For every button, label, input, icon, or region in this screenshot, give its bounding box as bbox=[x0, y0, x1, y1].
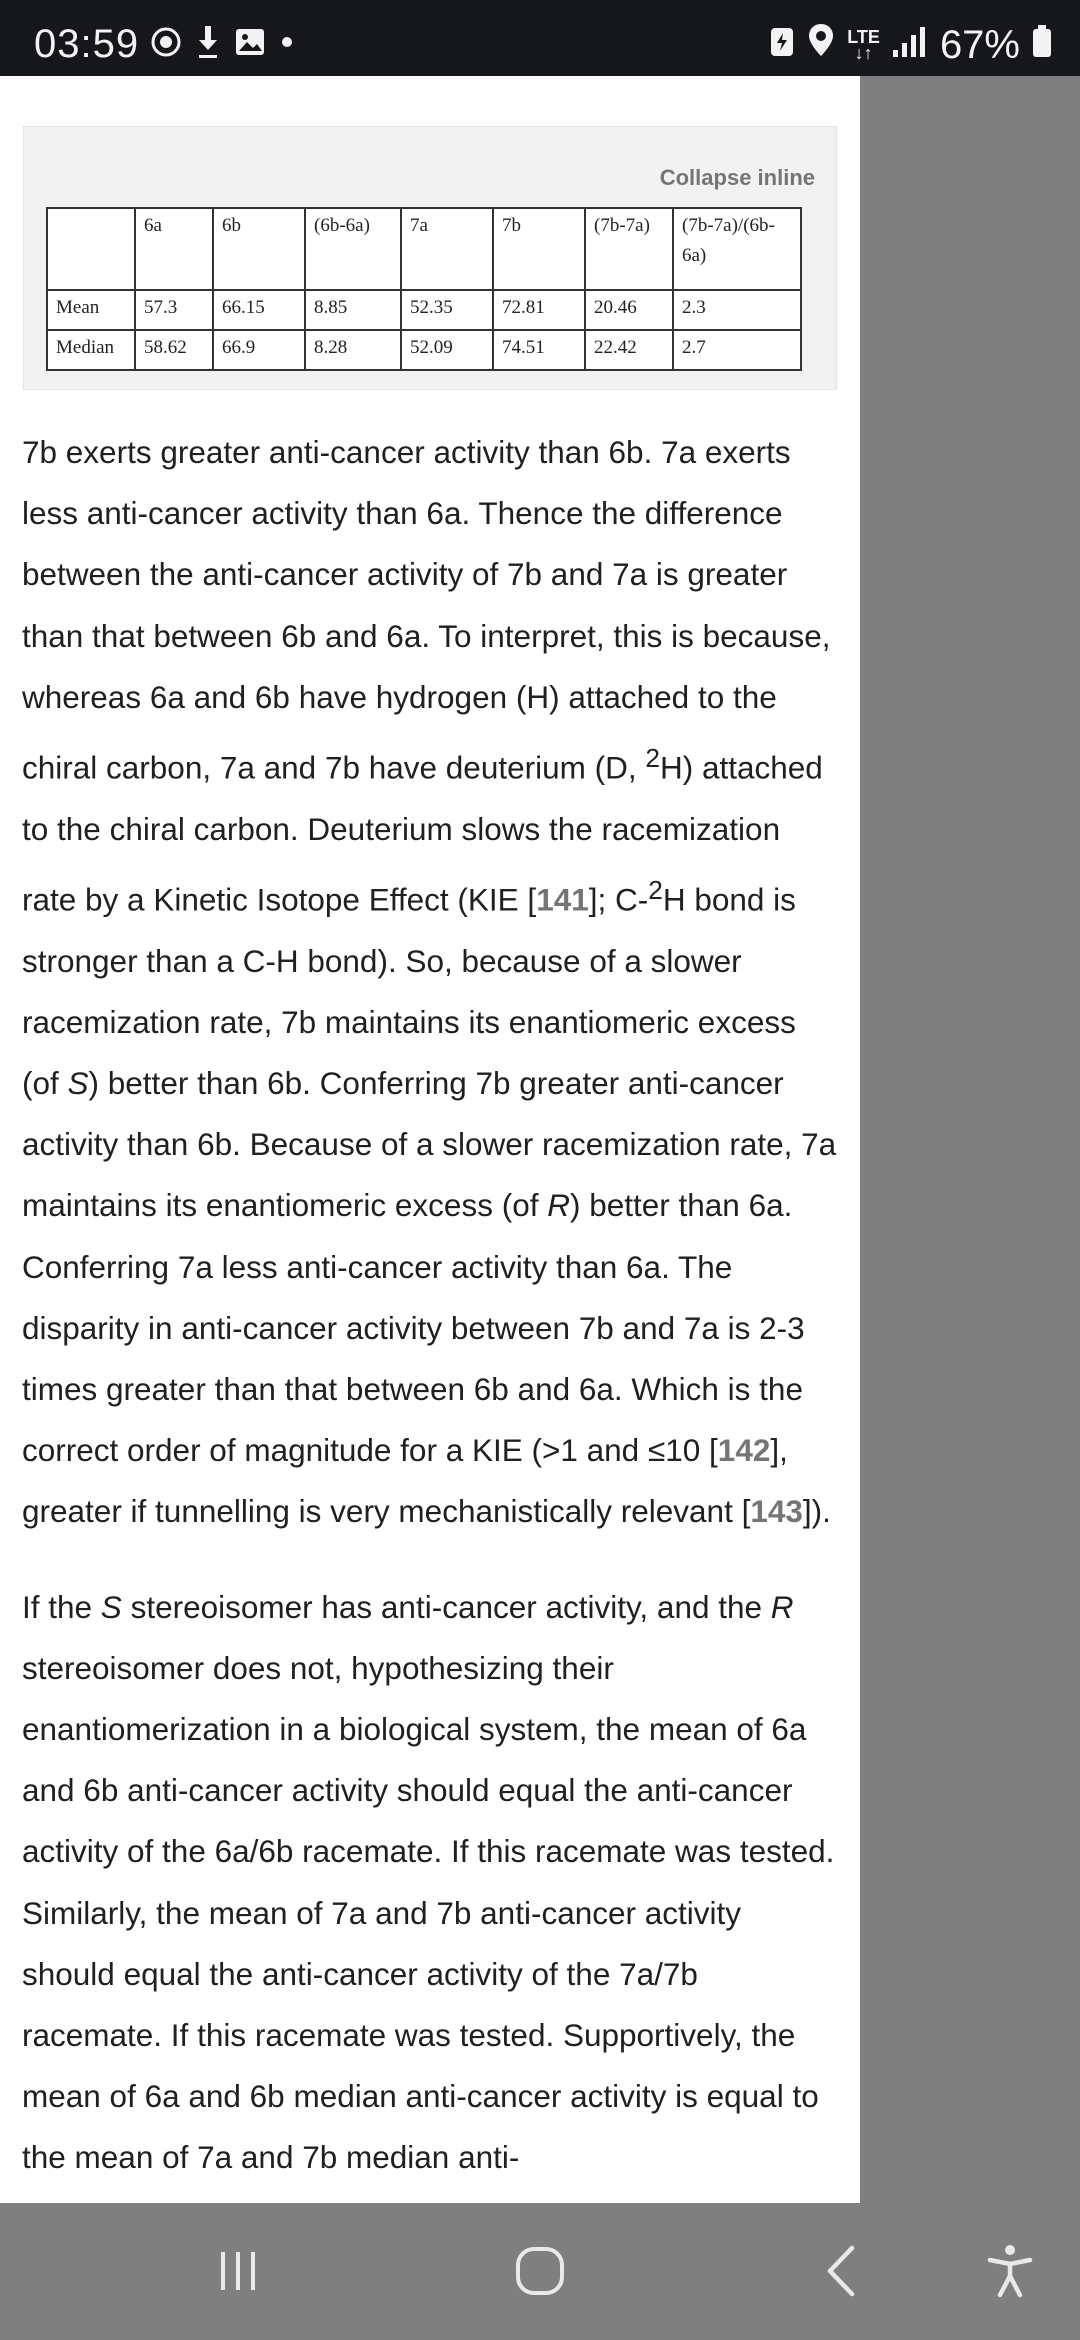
table-header-cell bbox=[47, 208, 135, 290]
table-cell: 72.81 bbox=[493, 290, 585, 330]
table-cell: 52.09 bbox=[401, 330, 493, 370]
reference-link-142[interactable]: 142 bbox=[717, 1432, 771, 1469]
table-cell: 74.51 bbox=[493, 330, 585, 370]
data-table bbox=[46, 207, 802, 371]
article-page[interactable] bbox=[0, 76, 860, 2203]
table-header-cell: 7b bbox=[493, 208, 585, 290]
collapse-inline-link[interactable]: Collapse inline bbox=[659, 165, 815, 190]
home-icon bbox=[513, 2244, 567, 2303]
download-icon bbox=[196, 24, 220, 65]
table-cell: Median bbox=[47, 330, 135, 370]
paragraph-racemate: If the S stereoisomer has anti-cancer activity, and the R stereoisomer does not, hypothesizing their enantiomerization in a biological system, the mean of 6a and 6b anti-cancer activity should equal the anti-cancer activity of the 6a/6b racemate. If this racemate was tested. Similarly, the mean of 7a and 7b anti-cancer activity should equal the anti-cancer activity of the 7a/7b racemate. If this racemate was tested. Supportively, the mean of 6a and 6b median anti-cancer activity is equal to the mean of 7a and 7b median anti- bbox=[22, 1588, 835, 2176]
dimmed-gutter[interactable] bbox=[860, 76, 1080, 2203]
battery-icon bbox=[1032, 23, 1052, 68]
table-header-cell: 6a bbox=[135, 208, 213, 290]
table-cell: Mean bbox=[47, 290, 135, 330]
reference-link-141[interactable]: 141 bbox=[536, 881, 589, 918]
home-button[interactable] bbox=[500, 2243, 580, 2303]
navigation-bar bbox=[0, 2203, 1080, 2340]
table-cell: 2.3 bbox=[673, 290, 801, 330]
table-header-cell: (7b-7a) bbox=[585, 208, 673, 290]
table-cell: 52.35 bbox=[401, 290, 493, 330]
table-header-cell: (6b-6a) bbox=[305, 208, 401, 290]
table-cell: 22.42 bbox=[585, 330, 673, 370]
table-row bbox=[47, 290, 801, 330]
record-icon bbox=[150, 26, 182, 63]
table-cell: 66.15 bbox=[213, 290, 305, 330]
recent-apps-button[interactable] bbox=[198, 2243, 278, 2303]
accessibility-button[interactable] bbox=[970, 2243, 1050, 2303]
signal-icon bbox=[892, 23, 928, 68]
image-icon bbox=[234, 26, 266, 63]
table-row bbox=[47, 330, 801, 370]
back-icon bbox=[822, 2244, 862, 2303]
table-cell: 57.3 bbox=[135, 290, 213, 330]
network-type: LTE ↓↑ bbox=[847, 27, 880, 63]
scroll-container[interactable] bbox=[0, 76, 860, 2203]
article-body bbox=[0, 422, 860, 2189]
status-left-icons bbox=[150, 24, 294, 64]
table-cell: 20.46 bbox=[585, 290, 673, 330]
table-cell: 66.9 bbox=[213, 330, 305, 370]
table-cell: 2.7 bbox=[673, 330, 801, 370]
battery-percent: 67% bbox=[939, 22, 1020, 67]
paragraph-kie: 7b exerts greater anti-cancer activity than 6b. 7a exerts less anti-cancer activity than 6a. Thence the difference between the anti-cancer activity of 7b and 7a is greater than that between 6b and 6a. To interpret, this is because, whereas 6a and 6b have hydrogen (H) attached to the chiral carbon, 7a and 7b have deuterium (D, $^2$H) attached to the chiral carbon. Deuterium slows the racemization rate by a Kinetic Isotope Effect (KIE [141]; C-$^2$H bond is stronger than a C-H bond). So, because of a slower racemization rate, 7b maintains its enantiomeric excess (of S) better than 6b. Conferring 7b greater anti-cancer activity than 6b. Because of a slower racemization rate, 7a maintains its enantiomeric excess (of R) better than 6a. Conferring 7a less anti-cancer activity than 6a. The disparity in anti-cancer activity between 7b and 7a is 2-3 times greater than that between 6b and 6a. Which is the correct order of magnitude for a KIE (>1 and ≤10 [142], greater if tunnelling is very mechanistically relevant [143]). bbox=[22, 434, 837, 1530]
table-header-cell: 6b bbox=[213, 208, 305, 290]
table-cell: 8.28 bbox=[305, 330, 401, 370]
reference-link-143[interactable]: 143 bbox=[750, 1493, 803, 1530]
table-cell: 8.85 bbox=[305, 290, 401, 330]
table-cell: 58.62 bbox=[135, 330, 213, 370]
table-header-cell: 7a bbox=[401, 208, 493, 290]
battery-saver-icon bbox=[769, 23, 795, 68]
table-header-cell: (7b-7a)/(6b-6a) bbox=[673, 208, 801, 290]
back-button[interactable] bbox=[802, 2243, 882, 2303]
dot-icon bbox=[280, 35, 294, 54]
status-bar bbox=[0, 0, 1080, 76]
recent-apps-icon bbox=[213, 2246, 263, 2301]
table-header-row bbox=[47, 208, 801, 290]
accessibility-icon bbox=[986, 2243, 1034, 2304]
location-icon bbox=[807, 22, 835, 68]
status-right bbox=[769, 22, 1052, 68]
inline-table-card bbox=[23, 126, 837, 390]
status-time: 03:59 bbox=[34, 22, 140, 66]
